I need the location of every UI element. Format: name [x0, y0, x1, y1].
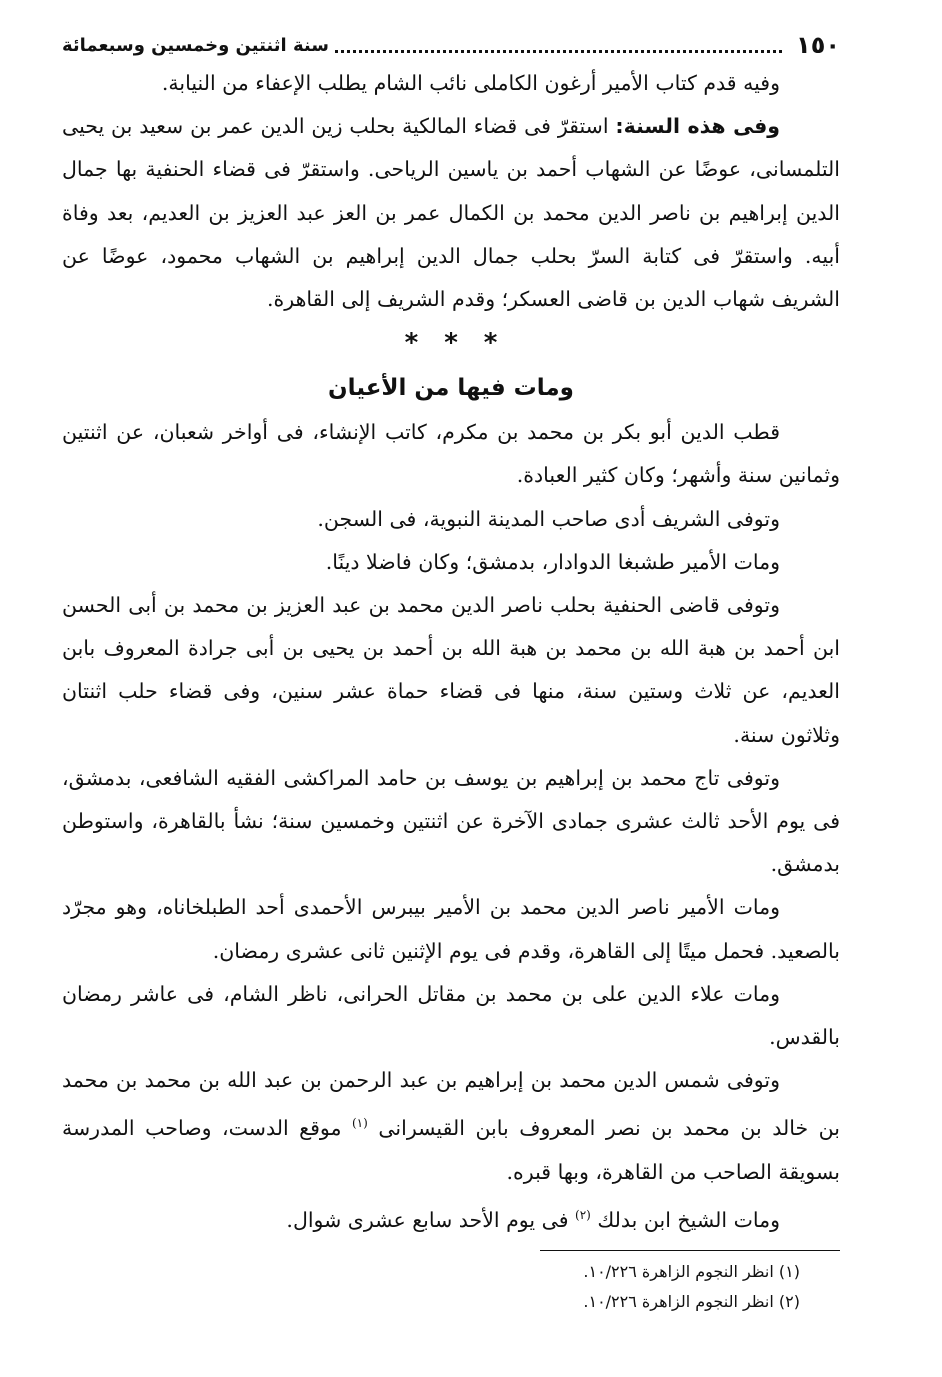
- footnote-rule: [540, 1250, 840, 1251]
- running-head: [62, 28, 840, 62]
- obituary-paragraph: [62, 1194, 840, 1242]
- body-text: [62, 62, 840, 1242]
- book-page: [62, 28, 840, 1317]
- obituary-text: وتوفى شمس الدين محمد بن إبراهيم بن عبد الرحمن بن عبد الله بن محمد بن محمد بن خالد بن محمد بن نصر المعروف بابن القيسرانى: [62, 1068, 840, 1141]
- obituary-text: ومات الشيخ ابن بدلك: [597, 1207, 780, 1232]
- obituary-paragraph: وتوفى تاج محمد بن إبراهيم بن يوسف بن حامد المراكشى الفقيه الشافعى، بدمشق، فى يوم الأحد ثالث عشرى جمادى الآخرة عن اثنتين وخمسين سنة؛ نشأ بالقاهرة، واستوطن بدمشق.: [62, 765, 840, 877]
- paragraph-appointments: [62, 105, 840, 321]
- running-title: سنة اثنتين وخمسين وسبعمائة: [62, 34, 329, 56]
- footnote-reference: (٢): [575, 1207, 591, 1222]
- asterisk-separator: ***: [404, 328, 524, 359]
- section-heading: ومات فيها من الأعيان: [328, 375, 574, 402]
- page-number: ١٥٠: [796, 31, 840, 59]
- paragraph-arghun: وفيه قدم كتاب الأمير أرغون الكاملى نائب الشام يطلب الإعفاء من النيابة.: [161, 71, 780, 95]
- footnote: (١) انظر النجوم الزاهرة ١٠/٢٢٦.: [583, 1261, 800, 1281]
- obituary-paragraph: قطب الدين أبو بكر بن محمد بن مكرم، كاتب الإنشاء، فى أواخر شعبان، عن اثنتين وثمانين سنة وأشهر؛ وكان كثير العبادة.: [62, 420, 840, 488]
- obituary-paragraph: ومات الأمير ناصر الدين محمد بن الأمير بيبرس الأحمدى أحد الطبلخاناه، وهو مجرّد بالصعيد. فحمل ميتًا إلى القاهرة، وقدم فى يوم الإثنين ثانى عشرى رمضان.: [62, 895, 840, 963]
- obituary-paragraph: ومات علاء الدين على بن محمد بن مقاتل الحرانى، ناظر الشام، فى عاشر رمضان بالقدس.: [62, 981, 840, 1050]
- obituary-paragraph: [62, 1059, 840, 1193]
- footnotes: [62, 1257, 840, 1317]
- footnote-reference: (١): [351, 1116, 368, 1131]
- header-dot-leader: [335, 38, 782, 53]
- obituary-text: موقع الدست، وصاحب المدرسة بسويقة الصاحب من القاهرة، وبها قبره.: [62, 1116, 840, 1184]
- paragraph-lead: وفى هذه السنة:: [615, 114, 780, 139]
- footnote: (٢) انظر النجوم الزاهرة ١٠/٢٢٦.: [583, 1291, 800, 1311]
- obituary-paragraph: ومات الأمير طشبغا الدوادار، بدمشق؛ وكان فاضلا دينًا.: [325, 549, 780, 574]
- paragraph-appointments-text: استقرّ فى قضاء المالكية بحلب زين الدين عمر بن سعيد بن يحيى التلمسانى، عوضًا عن الشهاب أحمد بن ياسين الرياحى. واستقرّ فى قضاء الحنفية بها جمال الدين إبراهيم بن ناصر الدين محمد بن الكمال عمر بن العز عبد العزيز بن العديم، بعد وفاة أبيه. واستقرّ فى كتابة السرّ بحلب جمال الدين إبراهيم بن الشهاب محمود، عوضًا عن الشريف شهاب الدين بن قاضى العسكر؛ وقدم الشريف إلى القاهرة.: [62, 114, 840, 312]
- obituary-paragraph: وتوفى الشريف أدى صاحب المدينة النبوية، فى السجن.: [317, 506, 780, 531]
- obituary-paragraph: وتوفى قاضى الحنفية بحلب ناصر الدين محمد بن عبد العزيز بن محمد بن أبى الحسن ابن أحمد بن هبة الله بن محمد بن هبة الله بن أحمد بن يحيى بن أبى جرادة المعروف بابن العديم، عن ثلاث وستين سنة، منها فى قضاء حماة عشر سنين، وفى قضاء حلب اثنتان وثلاثون سنة.: [62, 593, 840, 747]
- obituary-text: فى يوم الأحد سابع عشرى شوال.: [286, 1207, 576, 1232]
